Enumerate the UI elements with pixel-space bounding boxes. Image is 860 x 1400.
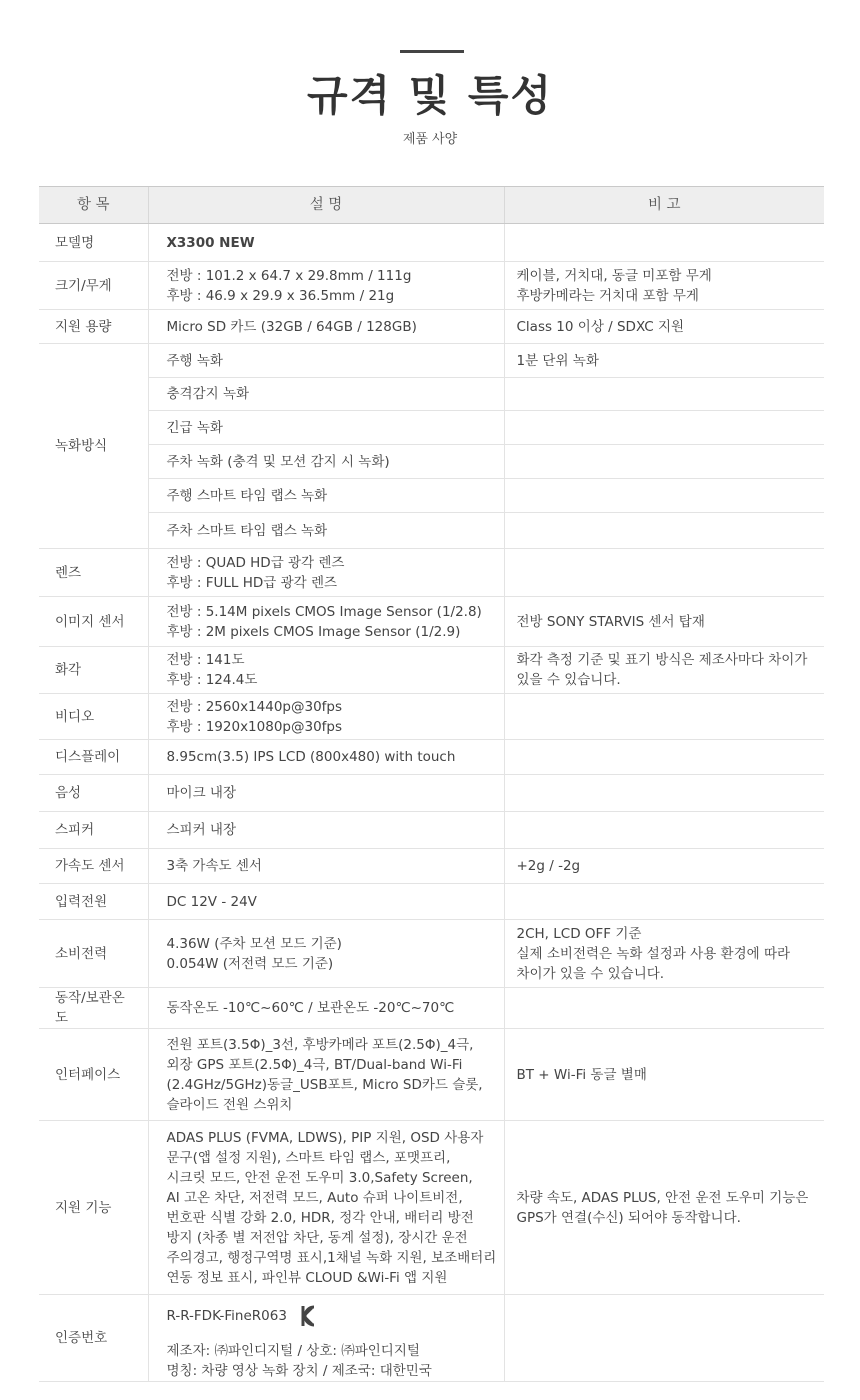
row-label: 인터페이스 <box>39 1029 148 1121</box>
cell-text-line: 8.95cm(3.5) IPS LCD (800x480) with touch <box>166 749 456 765</box>
cell-text-line: 시크릿 모드, 안전 운전 도우미 3.0,Safety Screen, <box>166 1169 473 1186</box>
cell-text-line: 문구(앱 설정 지원), 스마트 타임 랩스, 포맷프리, <box>166 1149 451 1166</box>
row-note <box>504 694 824 740</box>
cell-text-line: 후방카메라는 거치대 포함 무게 <box>516 287 699 304</box>
cell-text-line: 있을 수 있습니다. <box>516 672 621 688</box>
table-row <box>39 812 824 849</box>
column-header-note: 비 고 <box>504 187 824 224</box>
table-row <box>39 262 824 310</box>
cell-text-line: 방지 (차종 별 저전압 차단, 동계 설정), 장시간 운전 <box>166 1229 468 1246</box>
cell-text-line: 전방 : QUAD HD급 광각 렌즈 <box>166 554 345 571</box>
spec-table <box>39 186 824 1382</box>
row-label: 지원 기능 <box>39 1121 148 1295</box>
row-description <box>148 812 504 849</box>
cell-text-line: 3축 가속도 센서 <box>166 858 262 874</box>
row-note <box>504 310 824 344</box>
cell-text-line: Class 10 이상 / SDXC 지원 <box>516 318 685 335</box>
row-note <box>504 549 824 597</box>
cell-text-line: +2g / -2g <box>516 858 581 874</box>
row-label: 크기/무게 <box>39 262 148 310</box>
recording-mode-note <box>504 378 824 411</box>
row-description <box>148 884 504 920</box>
cell-text-line: 주의경고, 행정구역명 표시,1채널 녹화 지원, 보조배터리 <box>166 1249 497 1266</box>
recording-mode-description: 주차 스마트 타임 랩스 녹화 <box>148 513 504 549</box>
row-note <box>504 647 824 694</box>
row-description <box>148 262 504 310</box>
cell-text-line: 스피커 내장 <box>166 822 236 838</box>
cell-text-line: GPS가 연결(수신) 되어야 동작합니다. <box>516 1209 741 1226</box>
recording-mode-description: 주차 녹화 (충격 및 모션 감지 시 녹화) <box>148 445 504 479</box>
row-label: 화각 <box>39 647 148 694</box>
cell-text-line: 화각 측정 기준 및 표기 방식은 제조사마다 차이가 <box>516 652 808 668</box>
row-note <box>504 262 824 310</box>
cell-text-line: 후방 : 124.4도 <box>166 672 258 688</box>
cell-text-line: 후방 : 1920x1080p@30fps <box>166 718 343 735</box>
recording-mode-description: 주행 녹화 <box>148 344 504 378</box>
row-note <box>504 812 824 849</box>
cell-text-line: 후방 : FULL HD급 광각 렌즈 <box>166 574 338 591</box>
recording-mode-note <box>504 479 824 513</box>
cell-text-line: 차량 속도, ADAS PLUS, 안전 운전 도우미 기능은 <box>516 1189 809 1206</box>
cell-text-line: 케이블, 거치대, 동글 미포함 무게 <box>516 267 712 284</box>
row-label: 동작/보관온도 <box>39 988 148 1029</box>
column-header-item: 항 목 <box>39 187 148 224</box>
row-description <box>148 647 504 694</box>
row-label: 입력전원 <box>39 884 148 920</box>
cell-text-line: 외장 GPS 포트(2.5Φ)_4극, BT/Dual-band Wi-Fi <box>166 1056 463 1073</box>
page-subtitle: 제품 사양 <box>402 132 458 147</box>
cell-text-line: 마이크 내장 <box>166 785 236 801</box>
recording-mode-description: 주행 스마트 타임 랩스 녹화 <box>148 479 504 513</box>
page-title: 규격 및 특성 <box>306 71 554 120</box>
cell-text-line: 동작온도 -10℃~60℃ / 보관온도 -20℃~70℃ <box>166 1000 455 1016</box>
row-note <box>504 988 824 1029</box>
row-label: 지원 용량 <box>39 310 148 344</box>
table-row <box>39 549 824 597</box>
certification-sub <box>167 1341 492 1381</box>
kc-certification-mark <box>297 1303 319 1329</box>
table-row <box>39 1029 824 1121</box>
cell-text-line: DC 12V - 24V <box>166 893 257 910</box>
cell-text-line: AI 고온 차단, 저전력 모드, Auto 슈퍼 나이트비전, <box>166 1189 463 1206</box>
row-note <box>504 1295 824 1382</box>
row-label: 비디오 <box>39 694 148 740</box>
row-note <box>504 597 824 647</box>
table-row <box>39 775 824 812</box>
row-note <box>504 920 824 988</box>
row-label: 음성 <box>39 775 148 812</box>
cell-text-line: Micro SD 카드 (32GB / 64GB / 128GB) <box>166 318 417 335</box>
row-description <box>148 310 504 344</box>
row-description <box>148 849 504 884</box>
row-note <box>504 224 824 262</box>
cell-text-line: 4.36W (주차 모션 모드 기준) <box>166 935 342 952</box>
cell-text-line: 전원 포트(3.5Φ)_3선, 후방카메라 포트(2.5Φ)_4극, <box>166 1036 474 1053</box>
table-row <box>39 597 824 647</box>
cell-text-line: 전방 : 5.14M pixels CMOS Image Sensor (1/2.8) <box>166 603 482 620</box>
row-description <box>148 988 504 1029</box>
table-row <box>39 920 824 988</box>
cell-text-line: 실제 소비전력은 녹화 설정과 사용 환경에 따라 <box>516 945 791 962</box>
cell-text-line: 0.054W (저전력 모드 기준) <box>166 955 334 972</box>
cell-text-line: 전방 : 101.2 x 64.7 x 29.8mm / 111g <box>166 267 412 284</box>
table-row <box>39 1121 824 1295</box>
recording-mode-row <box>39 411 824 445</box>
cell-text-line: X3300 NEW <box>166 234 255 251</box>
row-description <box>148 1121 504 1295</box>
recording-mode-row <box>39 445 824 479</box>
table-row <box>39 884 824 920</box>
table-row <box>39 647 824 694</box>
certification-row <box>39 1295 824 1382</box>
row-label: 소비전력 <box>39 920 148 988</box>
row-note <box>504 1121 824 1295</box>
recording-mode-note: 1분 단위 녹화 <box>504 344 824 378</box>
recording-mode-row <box>39 479 824 513</box>
table-row <box>39 849 824 884</box>
table-header-row <box>39 187 824 224</box>
cell-text-line: 전방 : 2560x1440p@30fps <box>166 698 343 715</box>
row-description <box>148 740 504 775</box>
cell-text-line: 전방 SONY STARVIS 센서 탑재 <box>516 613 705 630</box>
cell-text-line: 슬라이드 전원 스위치 <box>166 1096 293 1113</box>
row-description <box>148 549 504 597</box>
row-label: 가속도 센서 <box>39 849 148 884</box>
cell-text-line: BT + Wi-Fi 동글 별매 <box>516 1066 647 1083</box>
cell-text-line: 번호판 식별 강화 2.0, HDR, 정각 안내, 배터리 방전 <box>166 1209 474 1226</box>
cell-text-line: 후방 : 2M pixels CMOS Image Sensor (1/2.9) <box>166 623 461 640</box>
cell-text-line: 2CH, LCD OFF 기준 <box>516 925 642 942</box>
cell-text-line: 전방 : 141도 <box>166 652 245 668</box>
row-label: 렌즈 <box>39 549 148 597</box>
cell-text-line: 후방 : 46.9 x 29.9 x 36.5mm / 21g <box>166 287 395 304</box>
recording-mode-description: 충격감지 녹화 <box>148 378 504 411</box>
row-label: 디스플레이 <box>39 740 148 775</box>
cell-text-line: 연동 정보 표시, 파인뷰 CLOUD &Wi-Fi 앱 지원 <box>166 1269 448 1286</box>
row-label: 인증번호 <box>39 1295 148 1382</box>
row-label: 녹화방식 <box>39 344 148 549</box>
row-description <box>148 694 504 740</box>
row-label: 모델명 <box>39 224 148 262</box>
recording-mode-row <box>39 513 824 549</box>
row-note <box>504 1029 824 1121</box>
table-row <box>39 224 824 262</box>
cell-text-line: 차이가 있을 수 있습니다. <box>516 965 665 982</box>
cell-text-line: 제조자: ㈜파인디지털 / 상호: ㈜파인디지털 <box>166 1343 420 1359</box>
row-note <box>504 740 824 775</box>
certification-details <box>148 1295 504 1382</box>
row-label: 스피커 <box>39 812 148 849</box>
row-note <box>504 775 824 812</box>
column-header-description: 설 명 <box>148 187 504 224</box>
table-row <box>39 310 824 344</box>
recording-mode-row <box>39 344 824 378</box>
certification-code-line <box>167 1303 492 1329</box>
cell-text-line: 명칭: 차량 영상 녹화 장치 / 제조국: 대한민국 <box>166 1363 432 1379</box>
row-description <box>148 775 504 812</box>
row-note <box>504 849 824 884</box>
recording-mode-row <box>39 378 824 411</box>
row-description <box>148 597 504 647</box>
table-row <box>39 988 824 1029</box>
cell-text-line: (2.4GHz/5GHz)동글_USB포트, Micro SD카드 슬롯, <box>166 1076 483 1093</box>
recording-mode-description: 긴급 녹화 <box>148 411 504 445</box>
row-note <box>504 884 824 920</box>
row-description <box>148 1029 504 1121</box>
row-description <box>148 224 504 262</box>
table-row <box>39 694 824 740</box>
certification-code: R-R-FDK-FineR063 <box>166 1308 287 1324</box>
cell-text-line: ADAS PLUS (FVMA, LDWS), PIP 지원, OSD 사용자 <box>166 1129 484 1146</box>
recording-mode-note <box>504 445 824 479</box>
row-description <box>148 920 504 988</box>
title-divider <box>400 50 464 53</box>
recording-mode-note <box>504 513 824 549</box>
recording-mode-note <box>504 411 824 445</box>
table-row <box>39 740 824 775</box>
row-label: 이미지 센서 <box>39 597 148 647</box>
